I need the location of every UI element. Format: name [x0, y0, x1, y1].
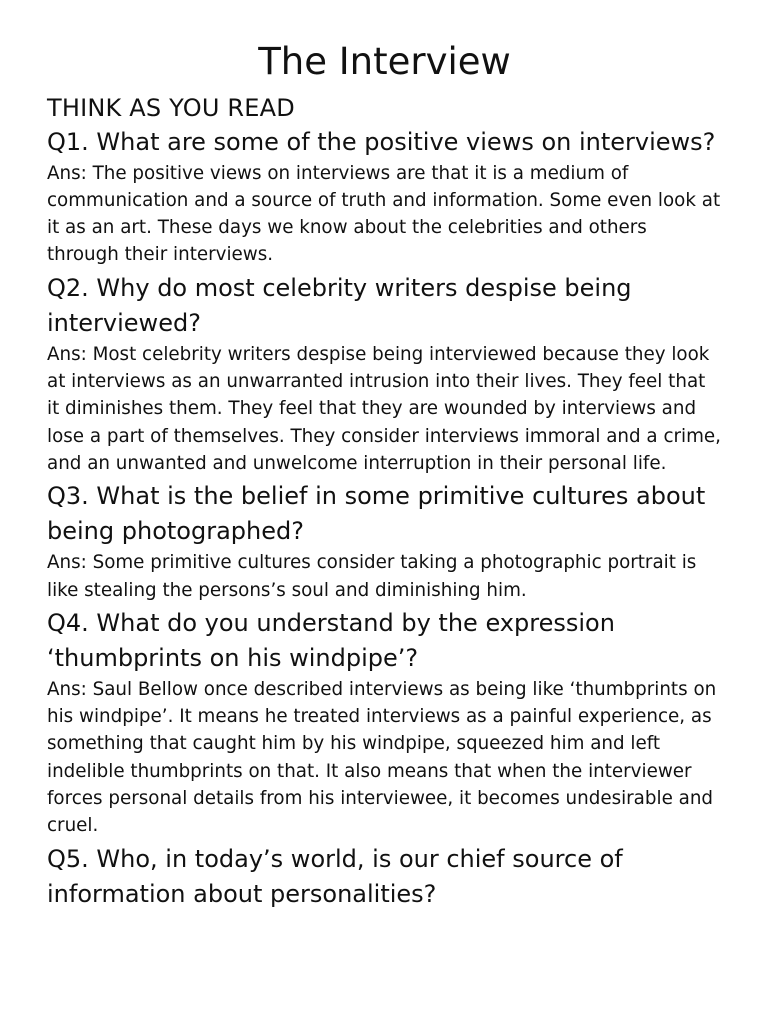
question-3: Q3. What is the belief in some primitive cultures about being photographed? [47, 482, 706, 546]
document-title: The Interview [258, 40, 511, 83]
qa-block-4 [47, 606, 722, 840]
question-5: Q5. Who, in today’s world, is our chief source of information about personalities? [47, 844, 623, 908]
qa-block-1 [47, 125, 722, 269]
answer-3: Ans: Some primitive cultures consider taking a photographic portrait is like stealing the persons’s soul and diminishing him. [47, 552, 697, 601]
section-heading: THINK AS YOU READ [47, 94, 295, 123]
qa-block-3 [47, 479, 722, 604]
qa-block-5 [47, 842, 722, 912]
qa-block-2 [47, 271, 722, 477]
answer-2: Ans: Most celebrity writers despise being interviewed because they look at interviews as an unwarranted intrusion into their lives. They feel that it diminishes them. They feel that they are wounded by interviews and lose a part of themselves. They consider interviews immoral and a crime, and an unwanted and unwelcome interruption in their personal life. [47, 343, 721, 474]
question-2: Q2. Why do most celebrity writers despise being interviewed? [47, 273, 632, 337]
question-1: Q1. What are some of the positive views on interviews? [47, 127, 716, 156]
question-4: Q4. What do you understand by the expression ‘thumbprints on his windpipe’? [47, 608, 615, 672]
answer-4: Ans: Saul Bellow once described interviews as being like ‘thumbprints on his windpipe’. It means he treated interviews as a painful experience, as something that caught him by his windpipe, squeezed him and left indelible thumbprints on that. It also means that when the interviewer forces personal details from his interviewee, it becomes undesirable and cruel. [47, 678, 717, 837]
answer-1: Ans: The positive views on interviews are that it is a medium of communication and a source of truth and information. Some even look at it as an art. These days we know about the celebrities and others through their interviews. [47, 162, 721, 266]
